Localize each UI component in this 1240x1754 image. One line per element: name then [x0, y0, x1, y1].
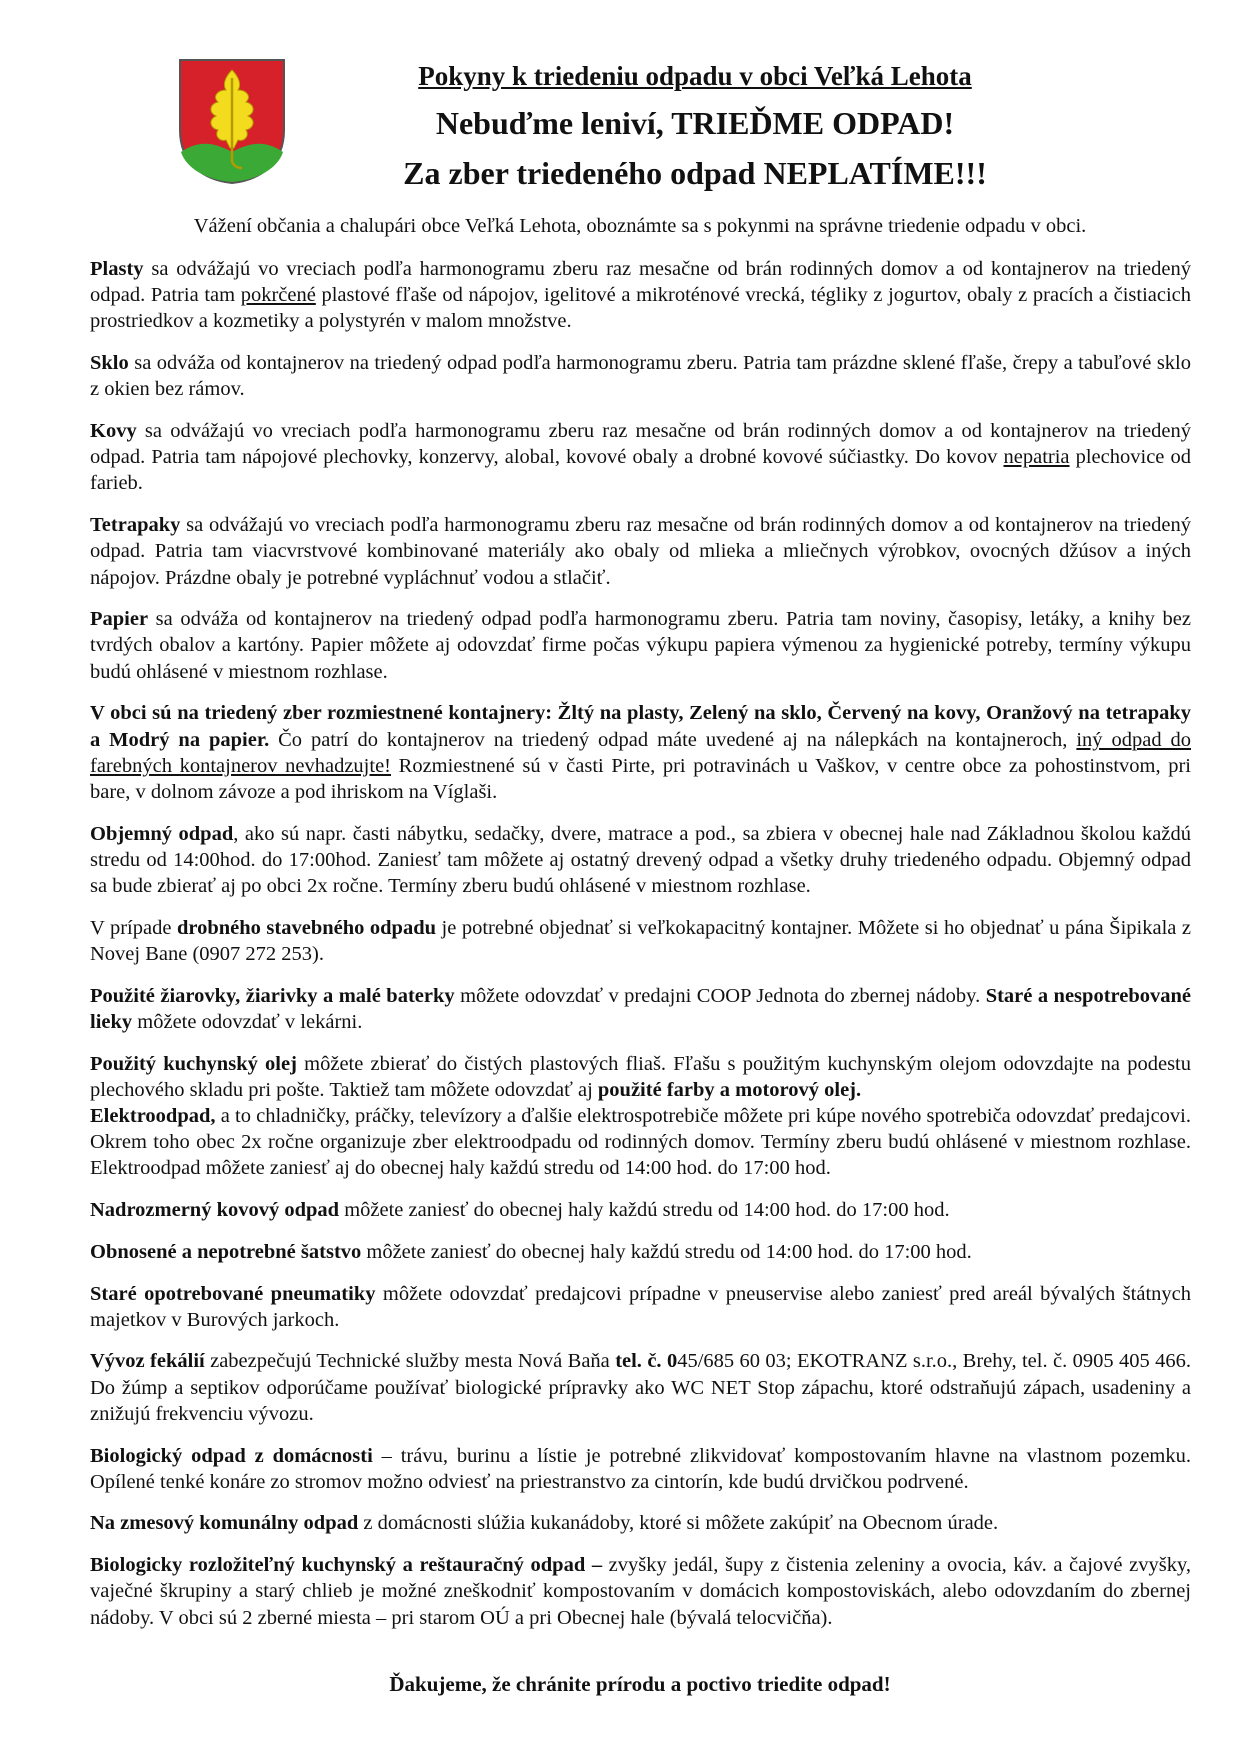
text-kovy-1: sa odvážajú vo vreciach podľa harmonogramu zberu raz mesačne od brán rodinných domov a od kontajnerov na triedený odpad. Patria tam nápojové plechovky, konzervy, alobal, kovové obaly a drobné kovové súčiastky. Do kovov — [90, 420, 1191, 469]
paragraph-tetrapaky — [90, 512, 1191, 591]
text-elektro: a to chladničky, práčky, televízory a ďalšie elektrospotrebiče môžete pri kúpe nového spotrebiča odovzdať predajcovi. Okrem toho obec 2x ročne organizuje zber elektroodpadu od rodinných domov. Termíny zberu budú ohlásené v miestnom rozhlase. Elektroodpad môžete zaniesť aj do obecnej haly každú stredu od 14:00 hod. do 17:00 hod. — [90, 1104, 1191, 1180]
document-body — [90, 256, 1191, 1646]
term-bio-domacnost: Biologický odpad z domácnosti — [90, 1444, 373, 1467]
text-kovovy: môžete zaniesť do obecnej haly každú stredu od 14:00 hod. do 17:00 hod. — [339, 1199, 950, 1222]
paragraph-ziarovky — [90, 983, 1191, 1035]
paragraph-komunalny — [90, 1510, 1191, 1536]
text-plasty-1: sa odvážajú vo vreciach podľa harmonogramu zberu raz mesačne od brán rodinných domov a od kontajnerov na triedený odpad. Patria tam — [90, 258, 1191, 307]
term-kovy: Kovy — [90, 420, 137, 443]
paragraph-olej — [90, 1051, 1191, 1103]
underlined-pokrcene: pokrčené — [240, 284, 316, 307]
paragraph-kovovy — [90, 1197, 1191, 1223]
paragraph-bio-kuchynsky — [90, 1552, 1191, 1631]
text-bio-domacnost: – trávu, burinu a lístie je potrebné zlikvidovať kompostovaním hlavne na vlastnom pozemku. Opílené tenké konáre zo stromov možno odviesť na priestranstvo za cintorín, kde budú drvičkou podrvené. — [90, 1444, 1191, 1493]
text-tetrapaky: sa odvážajú vo vreciach podľa harmonogramu zberu raz mesačne od brán rodinných domov a od kontajnerov na triedený odpad. Patria tam viacvrstvové kombinované materiály ako obaly od mlieka a mliečnych výrobkov, ovocných džúsov a iných nápojov. Prázdne obaly je potrebné vypláchnuť vodou a stlačiť. — [90, 514, 1191, 589]
term-fekalie: Vývoz fekálií — [90, 1350, 205, 1373]
oak-leaf-coat-of-arms-icon — [176, 56, 288, 186]
term-lieky: Staré a nespotrebované lieky — [90, 984, 1191, 1033]
term-stavebny: drobného stavebného odpadu — [176, 916, 436, 939]
term-papier: Papier — [90, 608, 149, 631]
text-kontajnery-1: Čo patrí do kontajnerov na triedený odpad máte uvedené aj na nálepkách na kontajneroch, — [269, 728, 1077, 751]
text-pneumatiky: môžete odovzdať predajcovi prípadne v pneuservise alebo zaniesť pred areál bývalých štátnych majetkov v Burových jarkoch. — [90, 1282, 1191, 1331]
paragraph-pneumatiky — [90, 1281, 1191, 1333]
paragraph-sklo — [90, 350, 1191, 402]
paragraph-kontajnery — [90, 700, 1191, 805]
term-plasty: Plasty — [90, 258, 144, 280]
term-ziarovky: Použité žiarovky, žiarivky a malé baterky — [90, 984, 455, 1007]
text-fekalie-2: 45/685 60 03; EKOTRANZ s.r.o., Brehy, tel. č. 0905 405 466. Do žúmp a septikov odporúčame používať biologické prípravky ako WC NET Stop zápachu, ktoré odstraňujú zápach, usadeniny a znižujú frekvenciu vývozu. — [90, 1350, 1191, 1425]
text-kontajnery-2: Rozmiestnené sú v časti Pirte, pri potravinách u Vaškov, v centre obce za pohostinstvom, pri bare, v dolnom závoze a pod ihriskom na Víglaši. — [90, 754, 1191, 803]
intro-paragraph: Vážení občania a chalupári obce Veľká Lehota, oboznámte sa s pokynmi na správne triedenie odpadu v obci. — [193, 215, 1087, 237]
term-objemny: Objemný odpad — [90, 822, 234, 845]
text-plasty-2: plastové fľaše od nápojov, igelitové a mikroténové vrecká, tégliky z jogurtov, obaly z pracích a čistiacich prostriedkov a kozmetiky a polystyrén v malom množstve. — [90, 284, 1192, 333]
term-kontajnery: V obci sú na triedený zber rozmiestnené kontajnery: Žltý na plasty, Zelený na sklo, Červený na kovy, Oranžový na tetrapaky a Modrý na papier. — [90, 702, 1191, 751]
text-objemny: , ako sú napr. časti nábytku, sedačky, dvere, matrace a pod., sa zbiera v obecnej hale nad Základnou školou každú stredu od 14:00hod. do 17:00hod. Zaniesť tam môžete aj ostatný drevený odpad a všetky druhy triedeného odpadu. Objemný odpad sa bude zbierať aj po obci 2x ročne. Termíny zberu budú ohlásené v miestnom rozhlase. — [90, 822, 1191, 898]
text-kovy-2: plechovice od farieb. — [90, 446, 1191, 495]
paragraph-satstvo — [90, 1239, 1191, 1265]
paragraph-plasty — [90, 256, 1191, 335]
term-sklo: Sklo — [90, 352, 129, 375]
text-ziarovky-1: môžete odovzdať v predajni COOP Jednota do zbernej nádoby. — [454, 984, 986, 1007]
term-olej: Použitý kuchynský olej — [90, 1052, 297, 1075]
text-bio-kuchynsky: zvyšky jedál, šupy z čistenia zeleniny a ovocia, káv. a čajové zvyšky, vaječné škrupiny a starý chlieb je možné zneškodniť kompostovaním v domácich kompostoviskách, alebo odovzdaním do zbernej nádoby. V obci sú 2 zberné miesta – pri starom OÚ a pri Obecnej hale (bývalá telocvičňa). — [90, 1554, 1191, 1629]
paragraph-fekalie — [90, 1348, 1191, 1427]
term-kovovy: Nadrozmerný kovový odpad — [90, 1199, 340, 1222]
underlined-nepatria: nepatria — [1003, 446, 1070, 469]
paragraph-papier — [90, 606, 1191, 685]
term-elektro: Elektroodpad, — [90, 1104, 216, 1127]
term-komunalny: Na zmesový komunálny odpad — [90, 1512, 359, 1535]
term-tel: tel. č. 0 — [615, 1350, 678, 1373]
term-tetrapaky: Tetrapaky — [90, 514, 181, 537]
term-bio-kuchynsky: Biologicky rozložiteľný kuchynský a reštauračný odpad – — [90, 1554, 603, 1577]
term-farby: použité farby a motorový olej. — [597, 1078, 862, 1101]
text-stavebny: je potrebné objednať si veľkokapacitný kontajner. Môžete si ho objednať u pána Šipikala z Novej Bane (0907 272 253). — [90, 916, 1191, 965]
free-collection-notice: Za zber triedeného odpad NEPLATÍME!!! — [403, 155, 987, 191]
term-satstvo: Obnosené a nepotrebné šatstvo — [90, 1240, 362, 1263]
text-stavebny-0: V prípade — [90, 916, 177, 939]
text-fekalie-1: zabezpečujú Technické služby mesta Nová Baňa — [204, 1350, 616, 1373]
text-olej: môžete zbierať do čistých plastových fliaš. Fľašu s použitým kuchynským olejom odovzdajte na podestu plechového skladu pri pošte. Taktiež tam môžete odovzdať aj — [90, 1052, 1191, 1101]
document-title: Pokyny k triedeniu odpadu v obci Veľká Lehota — [418, 61, 972, 91]
text-satstvo: môžete zaniesť do obecnej haly každú stredu od 14:00 hod. do 17:00 hod. — [361, 1240, 972, 1263]
text-ziarovky-2: môžete odovzdať v lekárni. — [132, 1010, 363, 1033]
slogan: Nebuďme leniví, TRIEĎME ODPAD! — [435, 105, 955, 141]
paragraph-objemny — [90, 821, 1191, 900]
paragraph-stavebny — [90, 915, 1191, 967]
underlined-warning: iný odpad do farebných kontajnerov nevhadzujte! — [90, 728, 1191, 777]
text-sklo: sa odváža od kontajnerov na triedený odpad podľa harmonogramu zberu. Patria tam prázdne sklené fľaše, črepy a tabuľové sklo z okien bez rámov. — [90, 352, 1191, 401]
document-header — [330, 56, 1060, 198]
term-pneumatiky: Staré opotrebované pneumatiky — [90, 1282, 376, 1305]
paragraph-kovy — [90, 418, 1191, 497]
paragraph-elektro — [90, 1103, 1191, 1182]
closing-line: Ďakujeme, že chránite prírodu a poctivo triedite odpad! — [389, 1672, 891, 1696]
text-komunalny: z domácnosti slúžia kukanádoby, ktoré si môžete zakúpiť na Obecnom úrade. — [358, 1512, 999, 1535]
text-papier: sa odváža od kontajnerov na triedený odpad podľa harmonogramu zberu. Patria tam noviny, časopisy, letáky, a knihy bez tvrdých obalov a kartóny. Papier môžete aj odovzdať firme počas výkupu papiera výmenou za hygienické potreby, termíny výkupu budú ohlásené v miestnom rozhlase. — [90, 608, 1191, 683]
paragraph-bio-domacnost — [90, 1443, 1191, 1495]
